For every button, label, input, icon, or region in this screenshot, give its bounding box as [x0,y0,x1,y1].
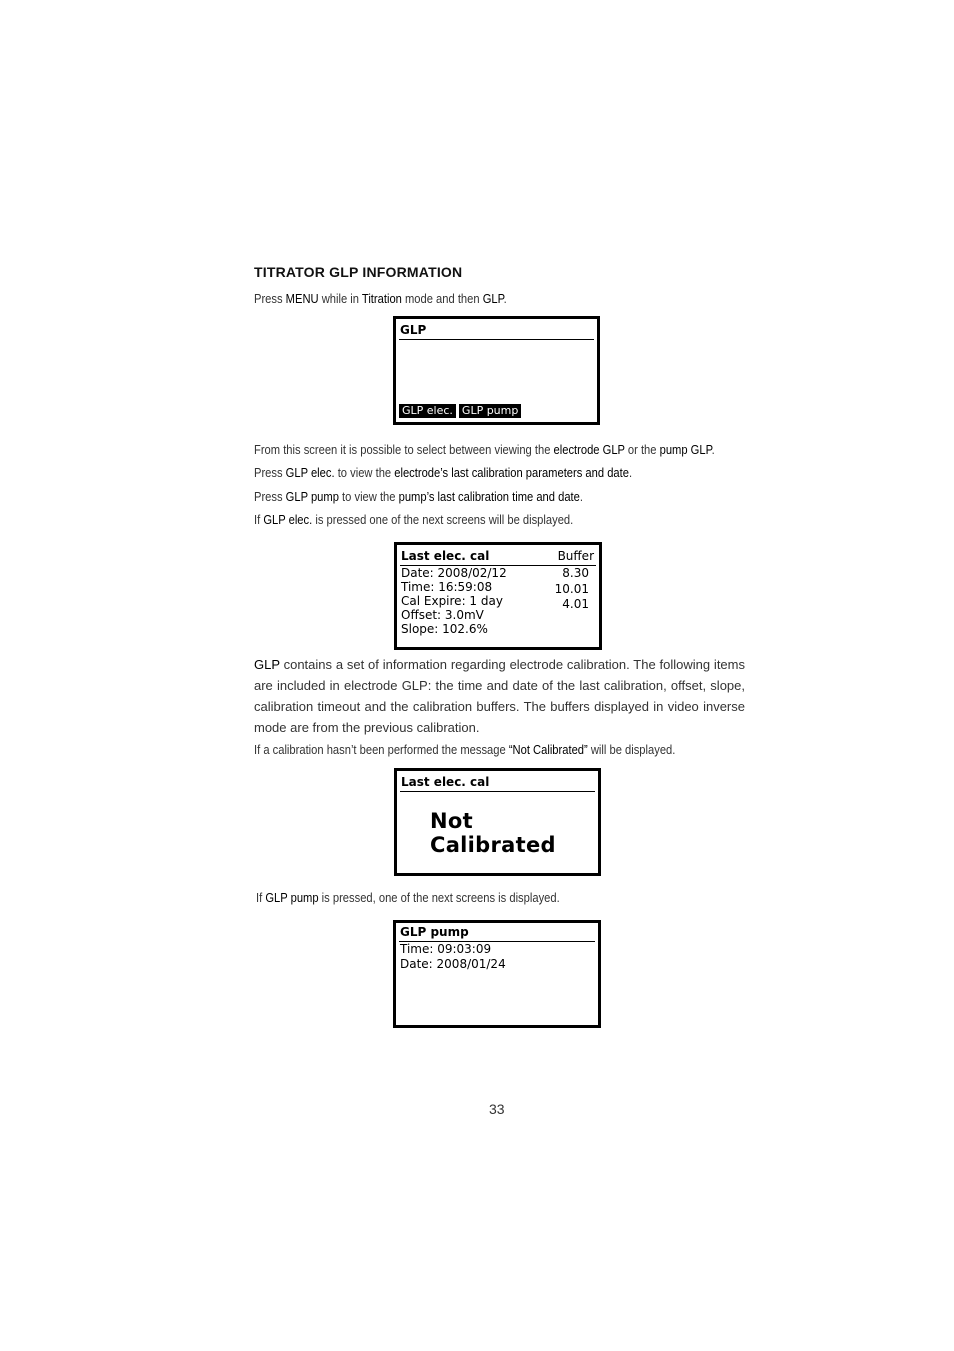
text-keyword: electrode GLP [553,442,625,457]
lcd-screen-not-calibrated [394,768,601,876]
pump-date: Date: 2008/01/24 [400,957,506,971]
text-keyword: “Not Calibrated” [508,742,588,757]
lcd-screen-glp [393,316,600,425]
text-plain: contains a set of information regarding electrode calibration. The following items are included in electrode GLP: the time and date of the last calibration, offset, slope, calibration timeout and the calibration buffers. The buffers displayed in video inverse mode are from the previous calibration. [254,657,745,735]
lcd-screen-last-elec-cal [394,542,602,650]
lcd-title: GLP pump [400,925,469,939]
text-keyword: electrode’s last calibration parameters and date [394,465,629,480]
text-line-2 [254,465,632,480]
text-plain: to view the [338,489,399,504]
glp-description-paragraph [254,654,745,738]
softkey-bar [399,404,521,418]
text-plain: is pressed one of the next screens will be displayed. [312,512,574,527]
buffer-header: Buffer [557,549,594,563]
lcd-title: Last elec. cal [401,549,490,563]
text-plain: Press [254,489,286,504]
text-line-3 [254,489,583,504]
text-plain: If [254,512,264,527]
intro-text-1: Press [254,291,286,306]
section-heading: TITRATOR GLP INFORMATION [254,264,463,280]
text-keyword: pump’s last calibration time and date [398,489,580,504]
page-number: 33 [489,1101,505,1117]
text-plain: to view the [334,465,395,480]
lcd-title: GLP [400,323,427,337]
pump-time: Time: 09:03:09 [400,942,492,956]
intro-menu-key: MENU [285,291,319,306]
text-keyword: GLP pump [285,489,339,504]
cal-date: Date: 2008/02/12 [401,566,507,580]
text-line-not-calibrated [254,742,675,757]
text-line-glp-pump [256,890,560,905]
text-line-1 [254,442,715,457]
buffer-value-3: 4.01 [562,597,589,611]
text-keyword: GLP [254,657,280,672]
text-plain: . [711,442,715,457]
intro-text-2: while in [318,291,362,306]
not-calibrated-message: Not Calibrated [430,809,556,857]
text-plain: . [628,465,633,480]
buffer-value-2: 10.01 [554,582,589,596]
lcd-title: Last elec. cal [401,775,490,789]
text-plain: will be displayed. [587,742,676,757]
softkey-glp-elec[interactable]: GLP elec. [399,404,456,418]
intro-titration-key: Titration [361,291,402,306]
text-keyword: pump GLP [659,442,712,457]
text-plain: If [256,890,266,905]
lcd-title-divider [400,791,595,792]
intro-glp-key: GLP [482,291,504,306]
intro-text-4: . [503,291,507,306]
text-plain: . [579,489,583,504]
lcd-title-divider [399,339,594,340]
cal-expire: Cal Expire: 1 day [401,594,503,608]
text-plain: From this screen it is possible to select between viewing the [254,442,554,457]
intro-text-3: mode and then [401,291,483,306]
cal-offset: Offset: 3.0mV [401,608,484,622]
cal-slope: Slope: 102.6% [401,622,488,636]
text-keyword: GLP elec. [285,465,335,480]
text-plain: or the [624,442,660,457]
text-keyword: GLP pump [265,890,319,905]
lcd-screen-glp-pump [393,920,601,1028]
buffer-value-1: 8.30 [562,566,589,580]
intro-line [254,291,507,306]
softkey-glp-pump[interactable]: GLP pump [459,404,521,418]
text-plain: is pressed, one of the next screens is displayed. [318,890,560,905]
cal-time: Time: 16:59:08 [401,580,493,594]
text-line-4 [254,512,573,527]
text-plain: If a calibration hasn’t been performed the message [254,742,509,757]
text-plain: Press [254,465,286,480]
text-keyword: GLP elec. [263,512,313,527]
